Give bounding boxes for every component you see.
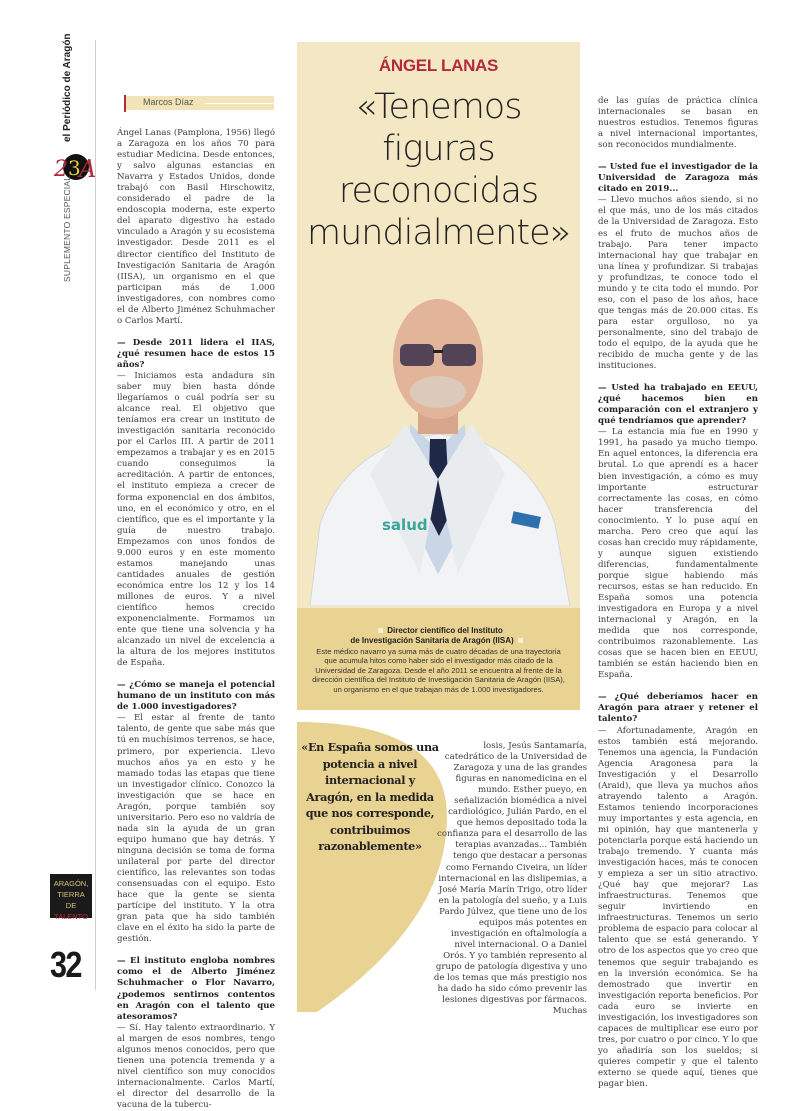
23a-logo: [46, 150, 98, 184]
portrait-photo: [300, 274, 576, 606]
badge-line-2: TIERRA DE: [57, 890, 85, 910]
caption-title: [297, 626, 580, 646]
column-3-text: losis, Jesús Santamaría, catedrático de la Universidad de Zaragoza y una de las grandes figuras en nanomedicina en el mundo. Esther pueyo, en señalización biomédica a nivel cardiológico, Julián Pardo, en el que hemos depositado toda la confianza para el desarrollo de las terapias avanzadas... También tengo que destacar a personas como Fernando Civeira, un líder internacional en las dislipemias, a José María Marín Trigo, otro líder en la patología del sueño, y a Luis Pardo Júlvez, que tiene uno de los equipos más potentes en investigación en oftalmología a nivel internacional. O a Daniel Orós. Y yo también represento al grupo de patología digestiva y uno de los temas que más prestigio nos ha dado ha sido cómo prevenir las lesiones digestivas por fármacos. Muchas: [433, 741, 587, 1017]
pull-quote: «En España somos una potencia a nivel internacional y Aragón, en la medida que nos corresponde, contribuimos razonablemente»: [301, 740, 439, 853]
coat-logo: salud: [382, 516, 428, 534]
article-column-3: [432, 741, 587, 1017]
question-6: — ¿Qué deberíamos hacer en Aragón para atraer y retener el talento?: [598, 692, 758, 725]
newspaper-brand: el Periódico de Aragón: [62, 33, 73, 142]
kicker: ÁNGEL LANAS: [378, 56, 499, 75]
intro-paragraph: Ángel Lanas (Pamplona, 1956) llegó a Zaragoza en los años 70 para estudiar Medicina. Desde entonces, y salvo algunas estancias en Navarra y Estados Unidos, donde trabajó con Basil Hirschowitz, considerado el padre de la endoscopia moderna, este experto del aparato digestivo ha estado vinculado a Aragón y su ecosistema investigador. Desde 2011 es el director científico del Instituto de Investigación Sanitaria de Aragón (IISA), un organismo en el que participan más de 1.000 investigadores, con nombres como el de Alberto Jiménez Schuhmacher o Carlos Martí.: [117, 128, 275, 326]
question-2: — ¿Cómo se maneja el potencial humano de un instituto con más de 1.000 investigadores?: [117, 680, 275, 713]
caption-title-line-2: de Investigación Sanitaria de Aragón (IISA): [350, 636, 514, 645]
badge-line-1: ARAGÓN,: [53, 879, 89, 888]
logo-2: 2: [54, 157, 68, 182]
caption-title-line-1: Director científico del Instituto: [387, 626, 503, 635]
glasses-left: [400, 344, 434, 366]
author-rule: [205, 103, 273, 104]
badge-line-3: TALENTO: [54, 912, 88, 921]
answer-5: — La estancia mía fue en 1990 y 1991, ha pasado ya mucho tiempo. En aquel entonces, la diferencia era brutal. Lo que aprendí es a hacer bien investigación, a cómo es muy importante estructurar correctamente las cosas, en cómo hacer transferencia del conocimiento. Y lo puse aquí en marcha. Pero creo que aquí las cosas han crecido muy rápidamente, y aunque siguen existiendo diferencias, fundamentalmente porque sigue habiendo más recursos, estas se han reducido. En España somos una potencia investigadora en Europa y a nivel internacional y Aragón, en la medida que nos corresponde, contribuimos razonablemente. Las cosas que se hacen bien en EEUU, también se están haciendo bien en España.: [598, 427, 758, 681]
logo-a: A: [79, 155, 97, 183]
article-column-1: [117, 128, 275, 1111]
caption-text: Este médico navarro ya suma más de cuatro décadas de una trayectoria que acumula hitos como haber sido el investigador más citado de la Universidad de Zaragoza. Desde el año 2011 se encuentra al frente de la dirección científica del Instituto de Investigación Sanitaria de Aragón (IISA), un organismo en el que trabajan más de 1.000 investigadores.: [312, 647, 565, 694]
page-number: 32: [50, 944, 81, 985]
answer-6: — Afortunadamente, Aragón en estos también está mejorando. Tenemos una agencia, la Fundación Agencia Aragonesa para la Investigación y el Desarrollo (Araid), que lleva ya muchos años atrayendo talento a Aragón. Estamos teniendo incorporaciones muy importantes y esta agencia, en mi opinión, hay que mantenerla y potenciarla porque está haciendo un trabajo tremendo. Y cuanta más investigación haces, más te conocen y empieza a ser un sitio atractivo. ¿Qué hay que mejorar? Las infraestructuras. Tenemos que seguir invirtiendo en infraestructuras. Tenemos un serio problema de espacio para colocar al talento que se está generando. Y otro de los aspectos que yo creo que tenemos que seguir trabajando es en la inversión económica. Se ha demostrado que invertir en investigación reporta beneficios. Por cada euro se invierte en investigación, los investigadores son capaces de multiplicar ese euro por tres, por cuatro o por cinco. Y lo que yo añadiría son los sueldos; si quieres competir y que el talento externo se quede aquí, tienes que pagar bien.: [598, 725, 759, 1090]
question-4: — Usted fue el investigador de la Universidad de Zaragoza más citado en 2019...: [598, 162, 758, 195]
bullet-square-icon: [378, 628, 383, 633]
answer-2: — El estar al frente de tanto talento, de gente que sabe más que tú en muchísimos terrenos, se hace, primero, por experiencia. Llevo muchos años ya en esto y he mamado todas las etapas que tiene un investigador clínico. Conozco la investigación que se hace en Aragón, porque también soy universitario. Pero eso no valdría de nada sin la ayuda de un gran equipo humano que hay detrás. Y ninguna decisión se toma de forma unilateral por parte del director científico, las relevantes son todas consensuadas con el equipo. Esto hace que la gente se sienta partícipe del instituto. Y la otra gran pata que ha sido también clave en el éxito ha sido la parte de gestión.: [117, 713, 275, 945]
answer-3: — Sí. Hay talento extraordinario. Y al margen de esos nombres, tengo algunos menos conocidos, pero que tienen una potencia tremenda y a nivel científico son muy conocidos internacionalmente. Carlos Martí, el director del desarrollo de la vacuna de la tubercu-: [117, 1022, 275, 1110]
question-1: — Desde 2011 lidera el IIAS, ¿qué resumen hace de estos 15 años?: [117, 337, 275, 370]
bullet-square-icon: [518, 638, 523, 643]
answer-1: — Iniciamos esta andadura sin saber muy bien hasta dónde llegaríamos o cuál podría ser su alcance real. El objetivo que teníamos era crear un instituto de investigación sanitaria reconocido por el Carlos III. A partir de 2011 empezamos a trabajar y es en 2015 cuando conseguimos la acreditación. A partir de entonces, el instituto empieza a crecer de forma exponencial en dos ámbitos, uno, en el económico y otro, en el científico, que es el importante y la guía de nuestro trabajo. Empezamos con unos fondos de 9.000 euros y en este momento estamos manejando unas cantidades anuales de gestión económica entre los 12 y los 14 millones de euros. Y a nivel científico hemos crecido exponencialmente. Formamos un ente que tiene una solvencia y ha alcanzado un nivel de excelencia a la altura de los mejores institutos de España.: [117, 370, 275, 669]
section-badge: [50, 874, 92, 921]
article-column-4: [598, 96, 758, 1090]
logo-3: 3: [68, 156, 81, 180]
continued-paragraph: de las guías de práctica clínica internacionales se basan en nuestros estudios. Tenemos figuras a nivel internacional importantes, son reconocidos mundialmente.: [598, 96, 758, 151]
headline: «Tenemos figuras reconocidas mundialmente»: [306, 87, 571, 253]
supplement-label: SUPLEMENTO ESPECIAL: [62, 175, 72, 282]
question-5: — Usted ha trabajado en EEUU, ¿qué hacemos bien en comparación con el extranjero y qué tendríamos que aprender?: [598, 383, 758, 427]
answer-4: — Llevo muchos años siendo, si no el que más, uno de los más citados de la Universidad de Zaragoza. Esto es el fruto de muchos años de trabajo. Para tener impacto internacional hay que trabajar en una línea y profundizar. Si trabajas y profundizas, te conoce todo el mundo y te cita todo el mundo. Por eso, con el paso de los años, hace que tengas más de 20.000 citas. Es para estar orgulloso, no ya personalmente, sino del trabajo de todo el equipo, de la ayuda que he recibido de mucha gente y de las instituciones.: [598, 195, 758, 372]
glasses-right: [442, 344, 476, 366]
author-accent-bar: [124, 95, 126, 112]
question-3: — El instituto engloba nombres como el de Alberto Jiménez Schuhmacher o Flor Navarro, ¿podemos sentirnos contentos en Aragón con el talento que atesoramos?: [117, 956, 275, 1022]
author-name: Marcos Díaz: [143, 97, 194, 107]
